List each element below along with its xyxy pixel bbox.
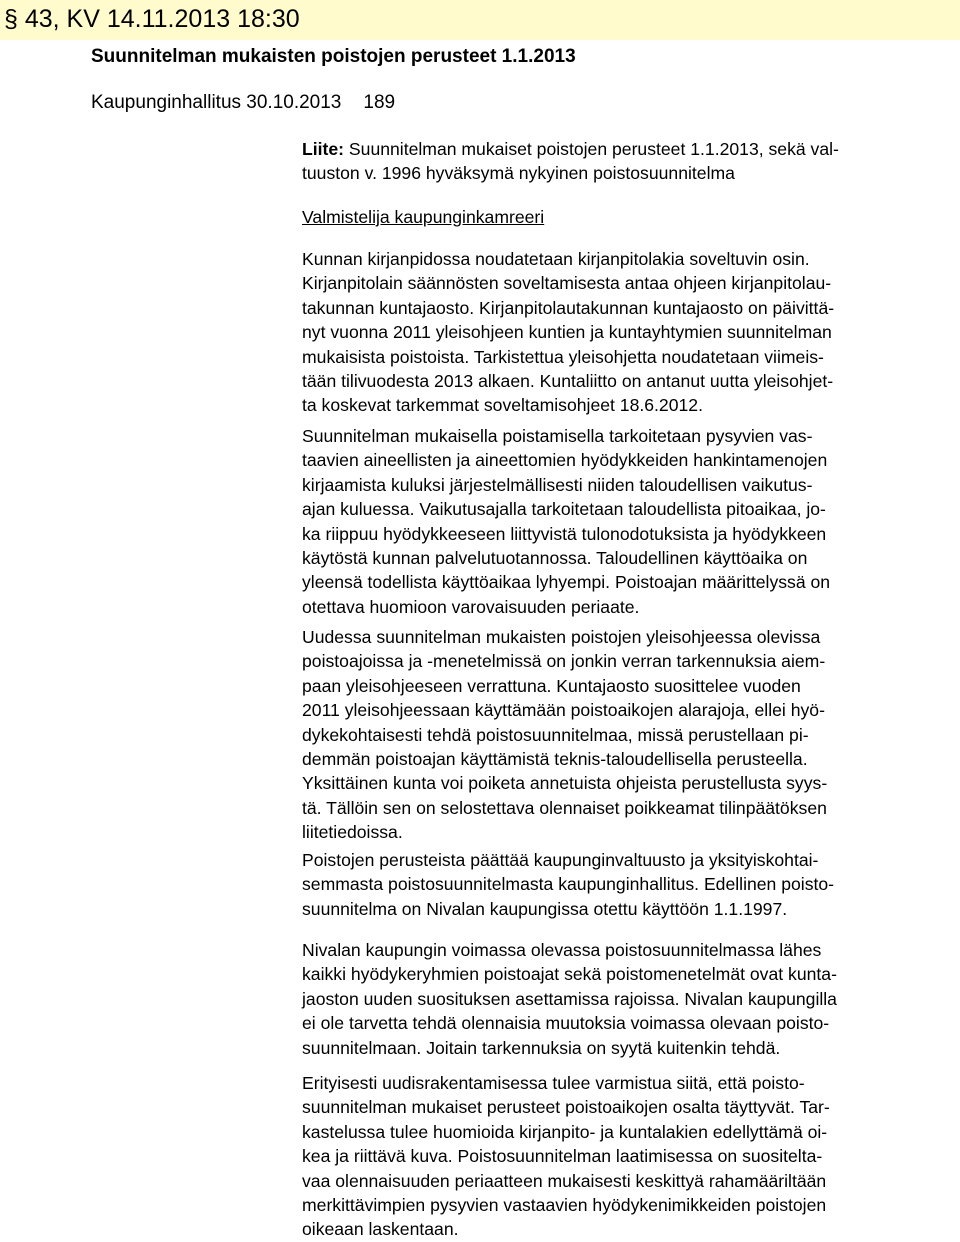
preparer-line	[302, 205, 902, 229]
subject-title: Suunnitelman mukaisten poistojen perusteet 1.1.2013	[91, 46, 576, 67]
paragraph-line: mukaisista poistoista. Tarkistettua yleisohjetta noudatetaan viimeis-	[302, 346, 824, 367]
paragraph-6	[302, 1071, 902, 1242]
paragraph-line: nyt vuonna 2011 yleisohjeen kuntien ja kuntayhtymien suunnitelman	[302, 322, 832, 343]
paragraph-line: Erityisesti uudisrakentamisessa tulee varmistua siitä, että poisto-	[302, 1073, 805, 1093]
paragraph-line: suunnitelma on Nivalan kaupungissa otettu käyttöön 1.1.1997.	[302, 898, 788, 919]
paragraph-line: Kunnan kirjanpidossa noudatetaan kirjanpitolakia soveltuvin osin.	[302, 249, 810, 269]
paragraph-5	[302, 938, 902, 1060]
attachment-block	[302, 137, 902, 186]
paragraph-line: Kirjanpitolain säännösten soveltamisesta antaa ohjeen kirjanpitolau-	[302, 273, 832, 294]
paragraph-2	[302, 424, 902, 619]
paragraph-line: suunnitelman mukaiset perusteet poistoaikojen osalta täyttyvät. Tar-	[302, 1097, 830, 1118]
paragraph-line: otettava huomioon varovaisuuden periaate.	[302, 596, 640, 617]
paragraph-line: demmän poistoajan käyttämistä teknis-taloudellisella perusteella.	[302, 749, 808, 770]
paragraph-line: oikeaan laskentaan.	[302, 1219, 459, 1240]
section-symbol: §	[4, 5, 18, 33]
paragraph-line: Uudessa suunnitelman mukaisten poistojen yleisohjeessa olevissa	[302, 627, 821, 647]
attachment-label: Liite:	[302, 139, 345, 159]
paragraph-line: dykekohtaisesti tehdä poistosuunnitelmaa, missä perustellaan pi-	[302, 724, 809, 745]
paragraph-line: suunnitelmaan. Joitain tarkennuksia on syytä kuitenkin tehdä.	[302, 1037, 781, 1058]
paragraph-line: jaoston uuden suosituksen asettamissa rajoissa. Nivalan kaupungilla	[302, 988, 837, 1009]
attachment-line-2: tuuston v. 1996 hyväksymä nykyinen poistosuunnitelma	[302, 163, 735, 184]
section-header	[0, 0, 960, 40]
meeting-number: 189	[363, 92, 396, 113]
paragraph-1	[302, 247, 902, 418]
meeting-line	[91, 90, 395, 116]
paragraph-line: merkittävimpien pysyvien vastaavien hyödykenimikkeiden poistojen	[302, 1195, 827, 1216]
section-heading	[4, 2, 300, 36]
paragraph-line: ta koskevat tarkemmat soveltamisohjeet 18.6.2012.	[302, 395, 703, 416]
paragraph-line: ka riippuu hyödykkeeseen liittyvistä tulonodotuksista ja hyödykkeen	[302, 523, 827, 544]
paragraph-line: Yksittäinen kunta voi poiketa annetuista ohjeista perustellusta syys-	[302, 773, 828, 794]
paragraph-line: Poistojen perusteista päättää kaupunginvaltuusto ja yksityiskohtai-	[302, 850, 819, 870]
paragraph-line: paan yleisohjeeseen verrattuna. Kuntajaosto suosittelee vuoden	[302, 675, 801, 696]
paragraph-line: ajan kuluessa. Vaikutusajalla tarkoitetaan taloudellista pitoaikaa, jo-	[302, 499, 826, 520]
paragraph-line: tään tilivuodesta 2013 alkaen. Kuntaliitto on antanut uutta yleisohjet-	[302, 371, 834, 392]
paragraph-line: Suunnitelman mukaisella poistamisella tarkoitetaan pysyvien vas-	[302, 426, 813, 446]
meeting-body: Kaupunginhallitus 30.10.2013	[91, 92, 342, 113]
paragraph-3	[302, 625, 902, 845]
paragraph-line: taavien aineellisten ja aineettomien hyödykkeiden hankintamenojen	[302, 450, 828, 471]
section-title: 43, KV 14.11.2013 18:30	[24, 5, 300, 33]
paragraph-line: kastelussa tulee huomioida kirjanpito- ja kuntalakien edellyttämä oi-	[302, 1121, 828, 1142]
paragraph-line: käytöstä kunnan palvelutuotannossa. Taloudellinen käyttöaika on	[302, 548, 808, 569]
paragraph-line: kirjaamista kuluksi järjestelmällisesti niiden taloudellisen vaikutus-	[302, 474, 813, 495]
attachment-line-1	[302, 137, 902, 161]
paragraph-line: kaikki hyödykeryhmien poistoajat sekä poistomenetelmät ovat kunta-	[302, 964, 837, 985]
paragraph-line: kea ja riittävä kuva. Poistosuunnitelman laatimisessa on suositelta-	[302, 1146, 823, 1167]
paragraph-line: tä. Tällöin sen on selostettava olennaiset poikkeamat tilinpäätöksen	[302, 797, 827, 818]
paragraph-line: Nivalan kaupungin voimassa olevassa poistosuunnitelmassa lähes	[302, 940, 822, 960]
paragraph-line: 2011 yleisohjeessaan käyttämään poistoaikojen alarajoja, ellei hyö-	[302, 700, 825, 721]
paragraph-line: poistoajoissa ja -menetelmissä on jonkin verran tarkennuksia aiem-	[302, 651, 826, 672]
paragraph-line: ei ole tarvetta tehdä olennaisia muutoksia voimassa olevaan poisto-	[302, 1013, 830, 1034]
paragraph-line: vaa olennaisuuden periaatteen mukaisesti keskittyä rahamääriltään	[302, 1170, 827, 1191]
paragraph-4	[302, 848, 902, 921]
paragraph-line: semmasta poistosuunnitelmasta kaupunginhallitus. Edellinen poisto-	[302, 874, 835, 895]
paragraph-line: liitetiedoissa.	[302, 822, 403, 843]
attachment-text: Suunnitelman mukaiset poistojen perusteet 1.1.2013, sekä val-	[344, 139, 839, 159]
paragraph-line: yleensä todellista käyttöaikaa lyhyempi. Poistoajan määrittelyssä on	[302, 572, 831, 593]
paragraph-line: takunnan kuntajaosto. Kirjanpitolautakunnan kuntajaosto on päivittä-	[302, 297, 835, 318]
preparer: Valmistelija kaupunginkamreeri	[302, 207, 545, 227]
